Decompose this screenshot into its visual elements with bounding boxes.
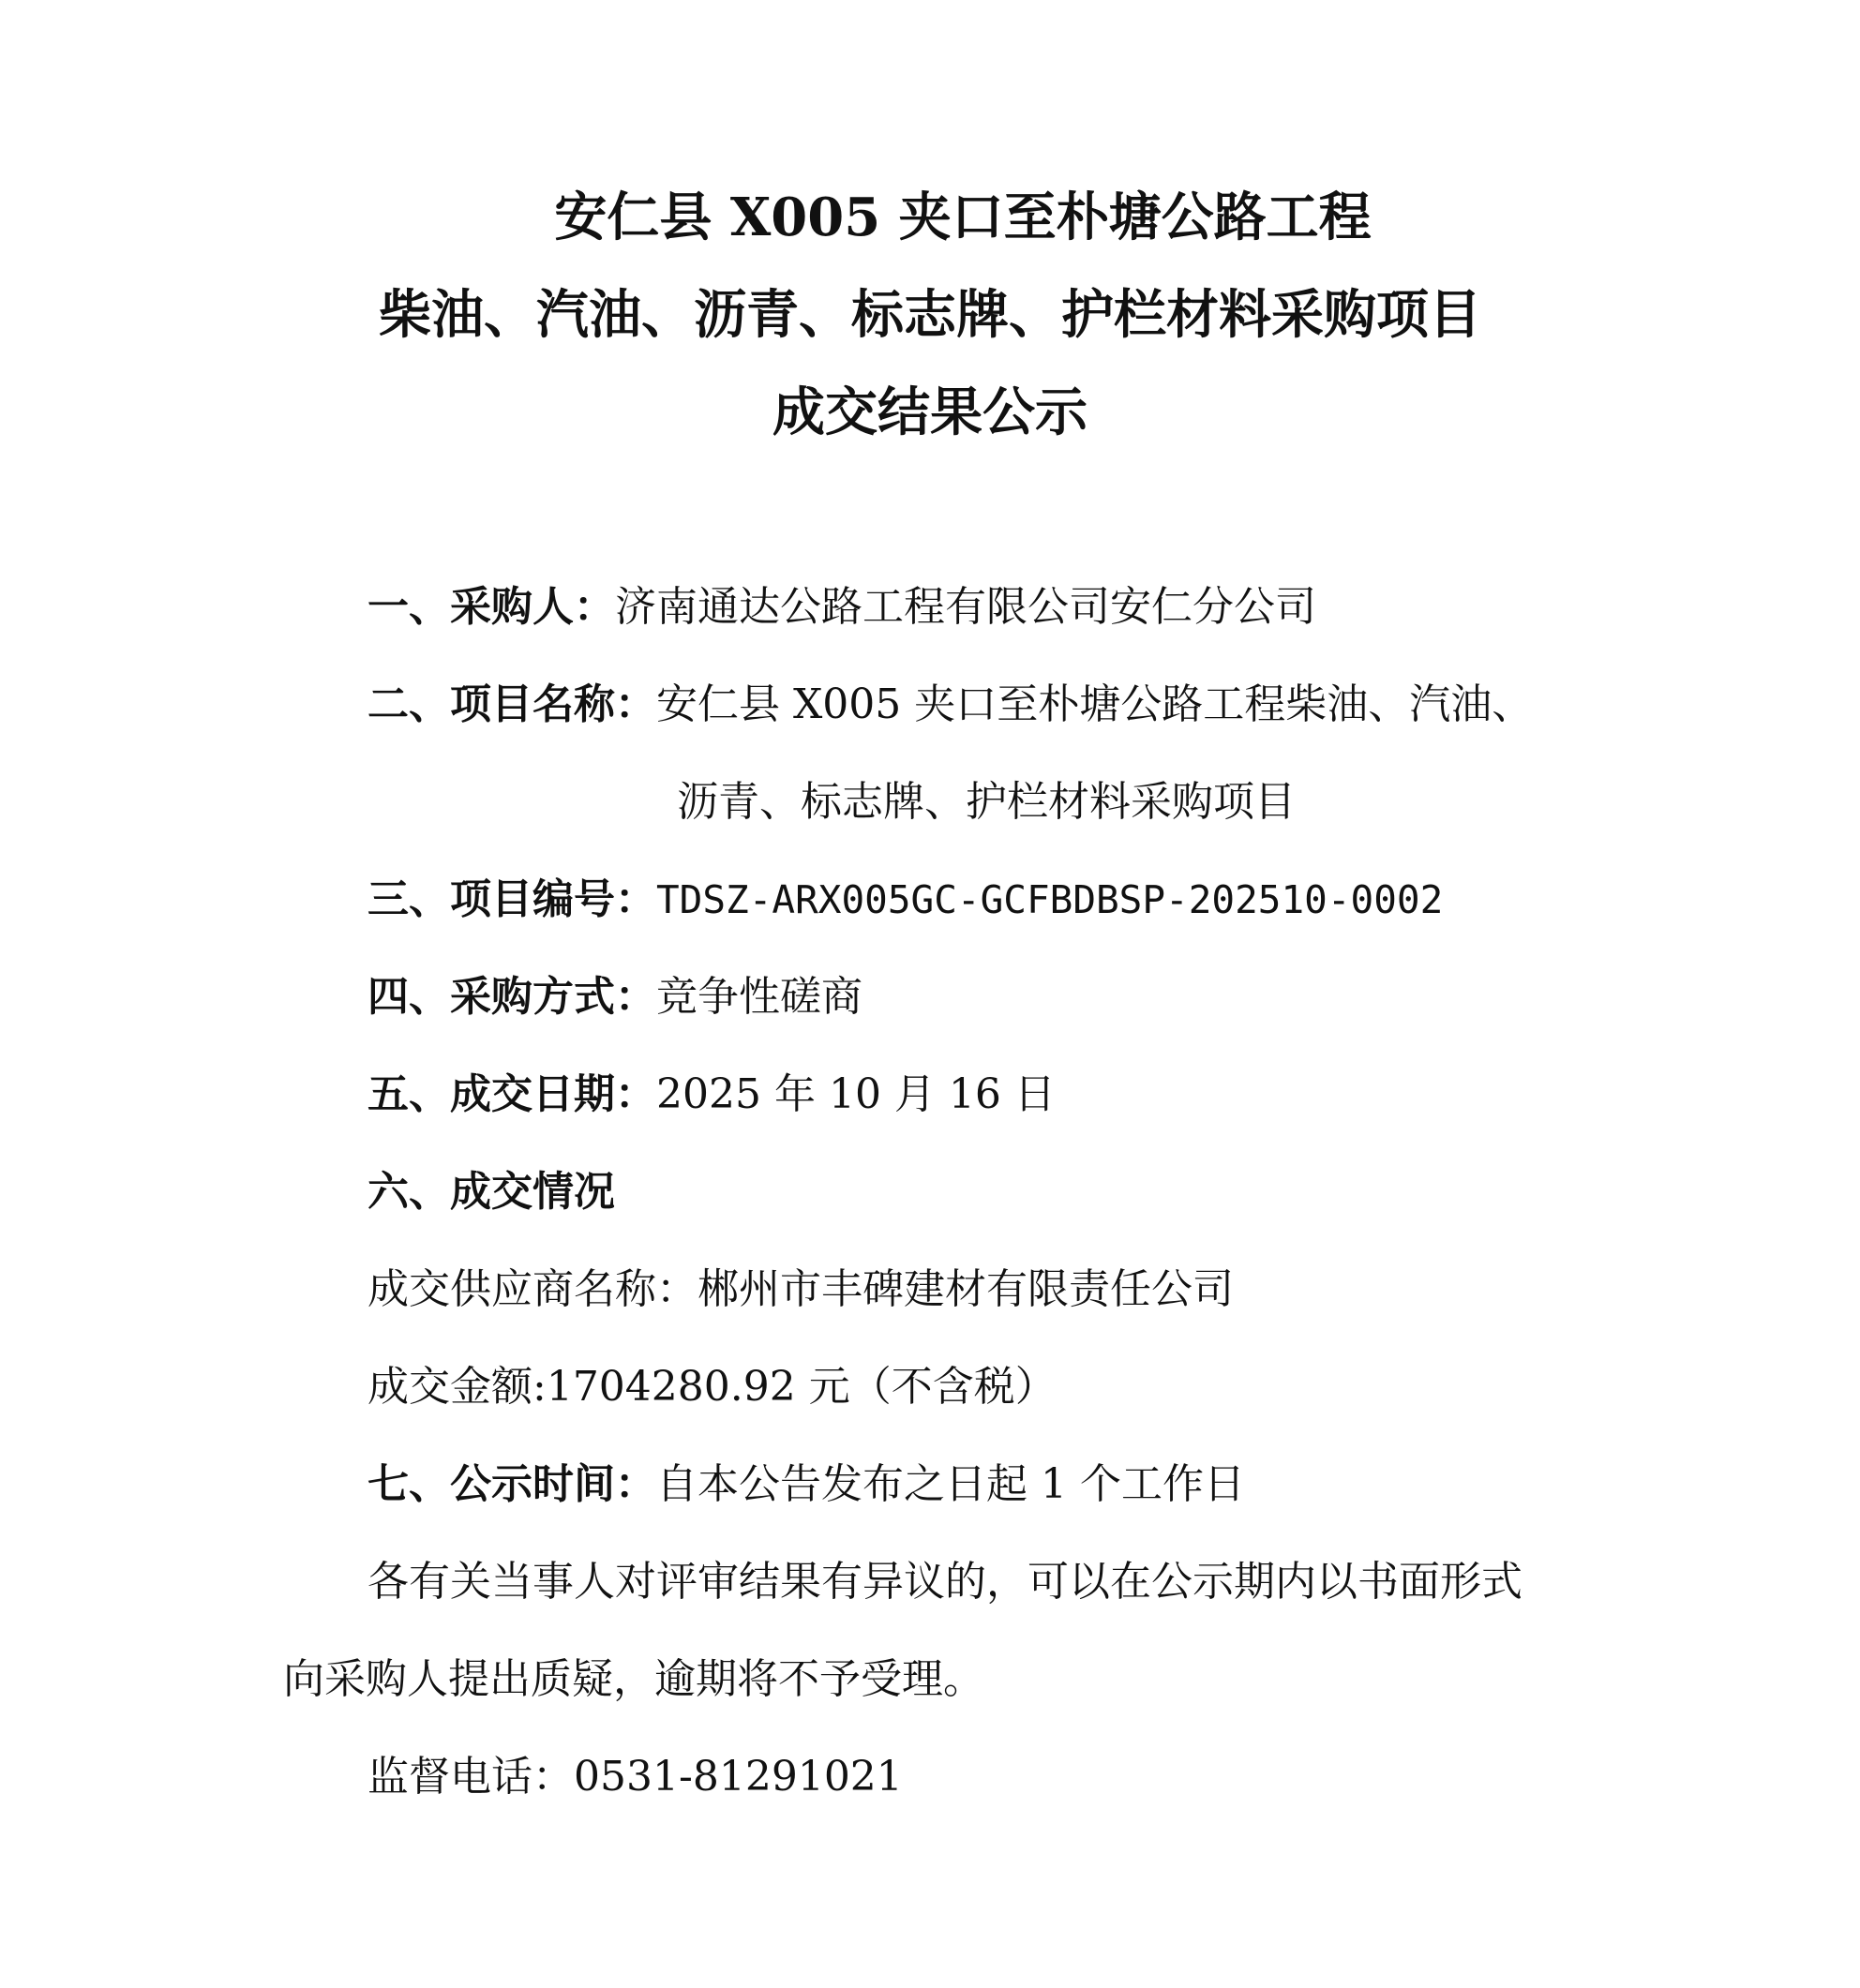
procurement-method-value: 竞争性磋商: [656, 973, 862, 1021]
project-name-label: 二、项目名称：: [368, 680, 656, 728]
project-name-row: [368, 677, 1533, 733]
hotline-text: 监督电话：0531-81291021: [368, 1753, 903, 1801]
notice-period-value: 自本公告发布之日起 1 个工作日: [656, 1460, 1245, 1508]
deal-status-heading: 六、成交情况: [368, 1168, 615, 1216]
procurement-method-label: 四、采购方式：: [368, 973, 656, 1021]
document-title-line-2: 柴油、汽油、沥青、标志牌、护栏材料采购项目: [379, 284, 1481, 346]
objection-text-line-1: 各有关当事人对评审结果有异议的，可以在公示期内以书面形式: [368, 1558, 1522, 1606]
notice-period-label: 七、公示时间：: [368, 1460, 656, 1508]
hotline-row: [368, 1749, 903, 1805]
purchaser-row: [368, 579, 1316, 635]
objection-paragraph-line-2: [283, 1652, 984, 1708]
procurement-method-row: [368, 969, 862, 1025]
supplier-row: [368, 1262, 1234, 1318]
document-title-line-1: 安仁县 X005 夹口至朴塘公路工程: [554, 187, 1372, 248]
notice-period-row: [368, 1457, 1245, 1513]
project-name-continuation: [677, 774, 1296, 830]
deal-date-label: 五、成交日期：: [368, 1070, 656, 1118]
project-number-row: [368, 872, 1443, 928]
amount-text: 成交金额:1704280.92 元（不含税）: [368, 1363, 1057, 1411]
objection-text-line-2: 向采购人提出质疑，逾期将不予受理。: [283, 1655, 984, 1703]
amount-row: [368, 1359, 1057, 1415]
deal-status-heading-row: [368, 1164, 615, 1220]
deal-date-value: 2025 年 10 月 16 日: [656, 1070, 1056, 1118]
purchaser-label: 一、采购人：: [368, 583, 615, 631]
project-name-value-line-2: 沥青、标志牌、护栏材料采购项目: [677, 778, 1296, 826]
purchaser-value: 济南通达公路工程有限公司安仁分公司: [615, 583, 1316, 631]
project-number-label: 三、项目编号：: [368, 875, 656, 923]
project-name-value-line-1: 安仁县 X005 夹口至朴塘公路工程柴油、汽油、: [656, 680, 1534, 728]
project-number-value: TDSZ-ARX005GC-GCFBDBSP-202510-0002: [656, 877, 1444, 922]
document-title-line-3: 成交结果公示: [772, 381, 1088, 443]
deal-date-row: [368, 1067, 1056, 1123]
objection-paragraph-line-1: [368, 1554, 1522, 1610]
supplier-text: 成交供应商名称：郴州市丰碑建材有限责任公司: [368, 1265, 1234, 1313]
